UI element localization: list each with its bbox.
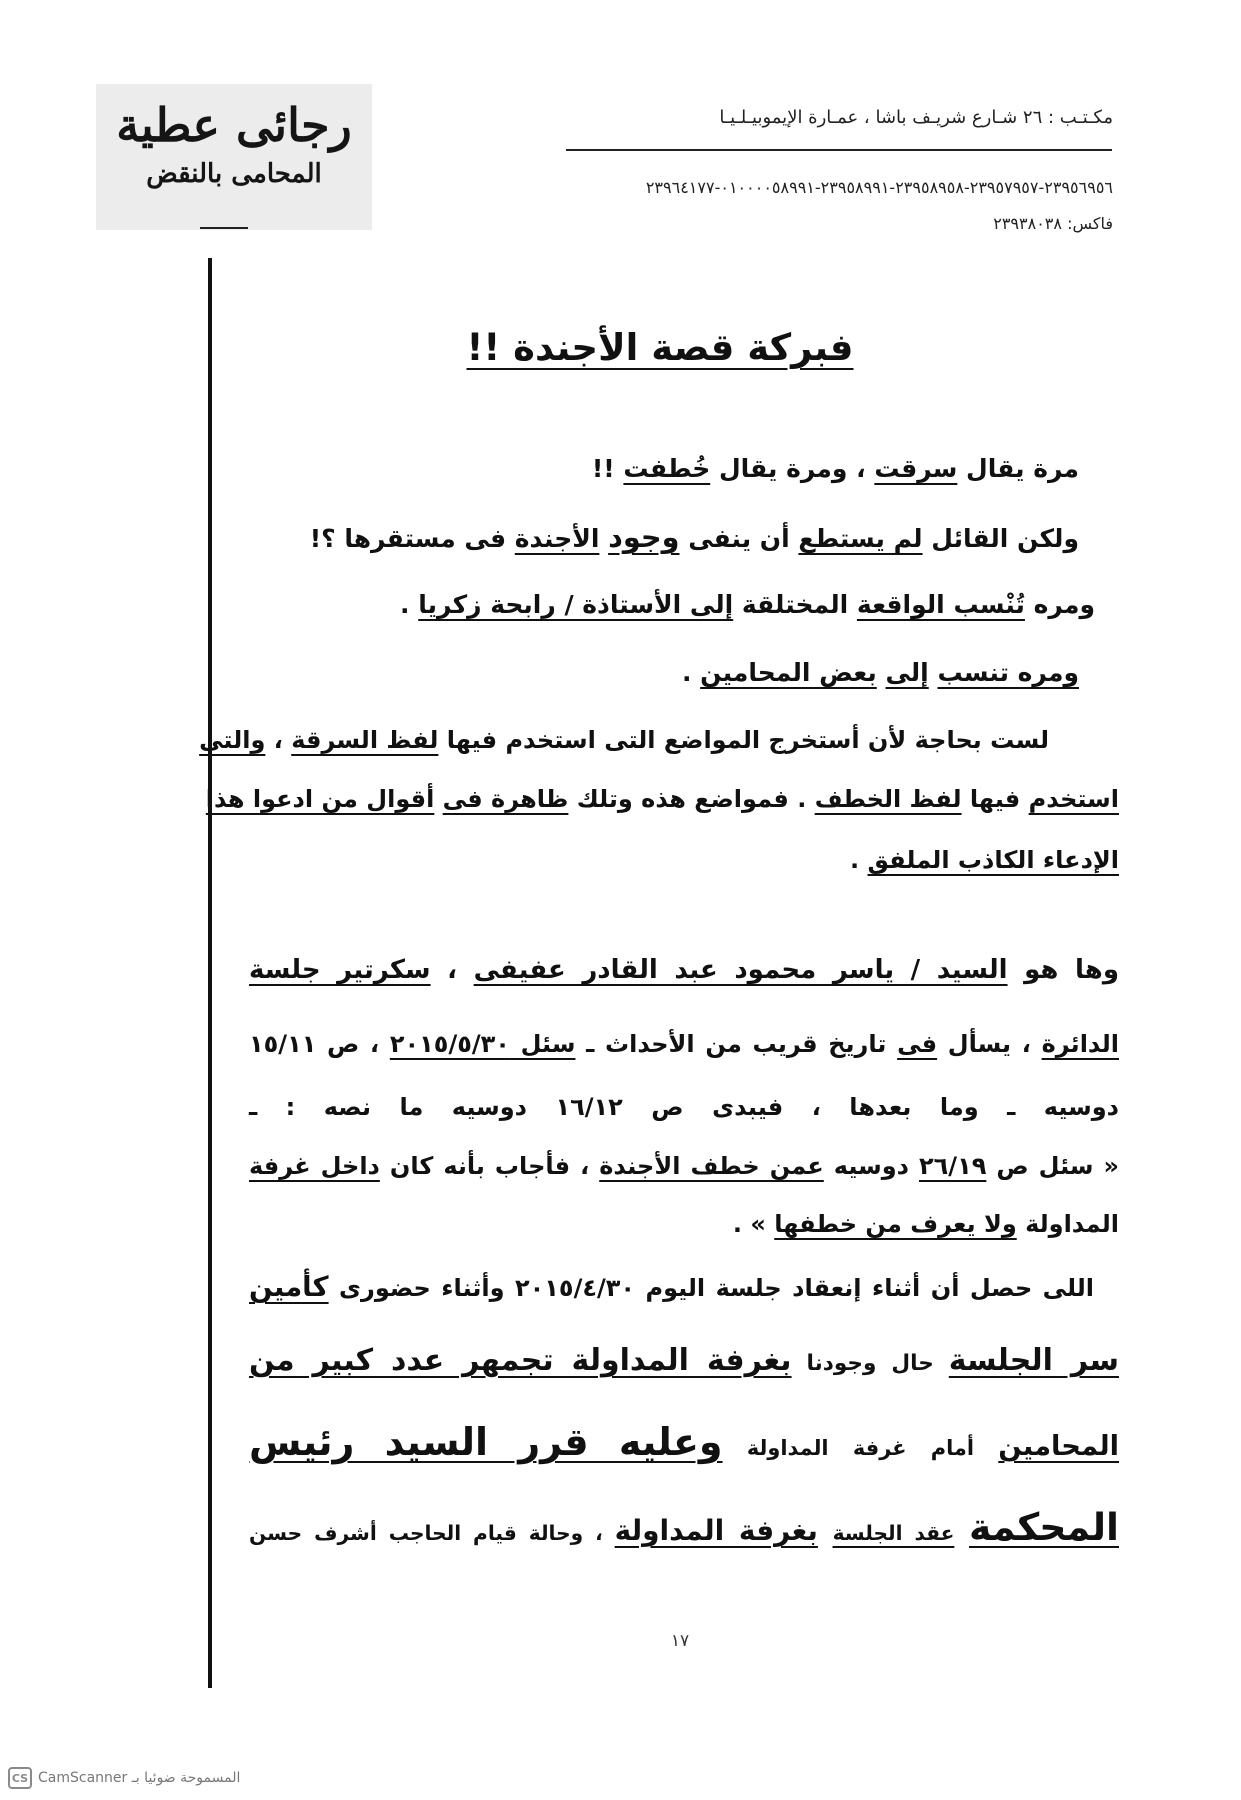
body-line-3: ومره تُنْسب الواقعة المختلقة إلى الأستاذة / رابحة زكريا . (400, 590, 1095, 619)
body-line-6: استخدم فيها لفظ الخطف . فمواضع هذه وتلك ظاهرة فى أقوال من ادعوا هذا (205, 785, 1119, 813)
body-line-1: مرة يقال سرقت ، ومرة يقال خُطفت !! (591, 454, 1079, 483)
body-line-12: المداولة ولا يعرف من خطفها » . (732, 1210, 1119, 1238)
document-title: فبركة قصة الأجندة !! (466, 326, 854, 369)
camscanner-icon: CS (8, 1767, 32, 1789)
body-line-10: دوسيه ـ وما بعدها ، فيبدى ص ١٦/١٢ دوسيه ما نصه : ـ (249, 1093, 1119, 1121)
body-line-8: وها هو السيد / ياسر محمود عبد القادر عفيفى ، سكرتير جلسة (249, 955, 1119, 985)
body-line-14: سر الجلسة حال وجودنا بغرفة المداولة تجمهر عدد كبير من (249, 1343, 1119, 1378)
phone-numbers: ٢٣٩٥٦٩٥٦-٢٣٩٥٧٩٥٧-٢٣٩٥٨٩٥٨-٢٣٩٥٨٩٩١-٠١٠٠٠٠٥٨٩٩١-٢٣٩٦٤١٧٧ (645, 178, 1113, 197)
scanner-text: CamScanner المسموحة ضوئيا بـ (38, 1770, 241, 1786)
header-divider (566, 149, 1112, 151)
body-line-5: لست بحاجة لأن أستخرج المواضع التى استخدم فيها لفظ السرقة ، والتى (199, 726, 1049, 754)
margin-rule (208, 258, 212, 1688)
fax-number: فاكس: ٢٣٩٣٨٠٣٨ (993, 214, 1113, 233)
body-line-2: ولكن القائل لم يستطع أن ينفى وجود الأجندة فى مستقرها ؟! (309, 520, 1079, 554)
logo-title: المحامى بالنقض (146, 158, 322, 189)
letterhead-logo (96, 84, 372, 230)
scanner-watermark (8, 1766, 240, 1790)
body-line-9: الدائرة ، يسأل فى تاريخ قريب من الأحداث ـ سئل ٢٠١٥/٥/٣٠ ، ص ١٥/١١ (249, 1030, 1120, 1058)
body-line-16: المحكمة عقد الجلسة بغرفة المداولة ، وحالة قيام الحاجب أشرف حسن (249, 1505, 1120, 1549)
logo-underline (200, 227, 248, 229)
body-line-7: الإدعاء الكاذب الملفق . (850, 846, 1119, 874)
body-line-11: « سئل ص ٢٦/١٩ دوسيه عمن خطف الأجندة ، فأجاب بأنه كان داخل غرفة (249, 1152, 1119, 1180)
office-address: مكـتـب : ٢٦ شـارع شريـف باشا ، عمـارة الإيموبيـلـيـا (719, 107, 1113, 128)
logo-name: رجائى عطية (116, 98, 352, 152)
body-line-15: المحامين أمام غرفة المداولة وعليه قرر السيد رئيس (249, 1420, 1120, 1464)
body-line-13: اللى حصل أن أثناء إنعقاد جلسة اليوم ٢٠١٥/٤/٣٠ وأثناء حضورى كأمين (249, 1270, 1094, 1303)
page-number: ١٧ (670, 1631, 690, 1651)
body-line-4: ومره تنسب إلى بعض المحامين . (681, 658, 1079, 687)
